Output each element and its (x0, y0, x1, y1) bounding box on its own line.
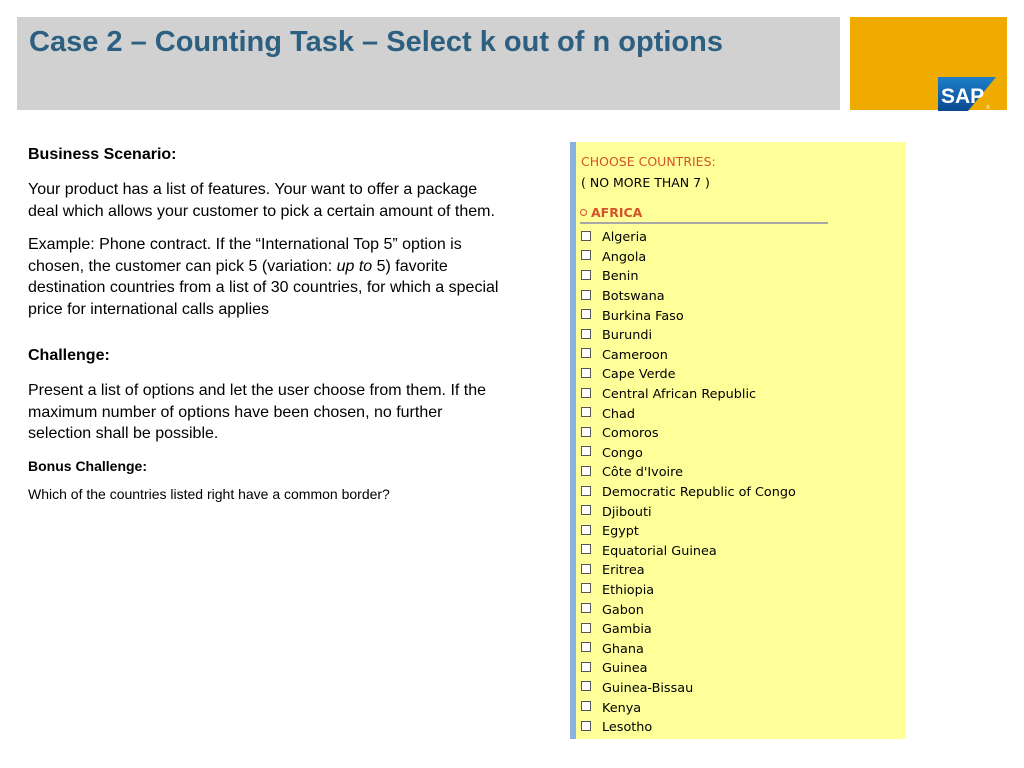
country-option[interactable] (581, 306, 796, 326)
logo-box (850, 17, 1007, 110)
country-label: Ghana (602, 641, 644, 657)
country-label: Gabon (602, 602, 644, 618)
example-italic: up to (336, 257, 373, 275)
country-label: Côte d'Ivoire (602, 465, 683, 481)
country-option[interactable] (581, 639, 796, 659)
country-option[interactable] (581, 561, 796, 581)
slide-body (28, 145, 503, 503)
example-text (28, 234, 503, 320)
country-checkbox[interactable] (581, 681, 591, 691)
country-checkbox[interactable] (581, 290, 591, 300)
country-label: Central African Republic (602, 387, 757, 403)
country-checkbox[interactable] (581, 486, 591, 496)
country-label: Eritrea (602, 563, 645, 579)
country-label: Congo (602, 445, 643, 461)
country-option[interactable] (581, 542, 796, 562)
country-label: Lesotho (602, 720, 653, 736)
country-checkbox[interactable] (581, 721, 591, 731)
sap-logo-text: SAP (941, 85, 985, 108)
country-option[interactable] (581, 424, 796, 444)
country-option[interactable] (581, 346, 796, 366)
country-checkbox[interactable] (581, 603, 591, 613)
country-option[interactable] (581, 248, 796, 268)
country-option[interactable] (581, 679, 796, 699)
scenario-heading: Business Scenario: (28, 146, 177, 163)
country-option[interactable] (581, 522, 796, 542)
bullet-icon (580, 209, 587, 216)
country-label: Egypt (602, 524, 639, 540)
sap-logo (938, 77, 996, 111)
country-checkbox[interactable] (581, 427, 591, 437)
country-option[interactable] (581, 581, 796, 601)
country-checkbox[interactable] (581, 407, 591, 417)
country-option[interactable] (581, 267, 796, 287)
country-option[interactable] (581, 287, 796, 307)
choose-countries-label: CHOOSE COUNTRIES: (581, 154, 716, 169)
country-label: Algeria (602, 230, 647, 246)
country-option[interactable] (581, 463, 796, 483)
country-checkbox[interactable] (581, 388, 591, 398)
country-label: Cape Verde (602, 367, 676, 383)
country-option[interactable] (581, 444, 796, 464)
country-checkbox[interactable] (581, 564, 591, 574)
country-checkbox[interactable] (581, 329, 591, 339)
country-option[interactable] (581, 698, 796, 718)
country-label: Burkina Faso (602, 308, 684, 324)
country-label: Guinea-Bissau (602, 680, 694, 696)
example-text-end: 5) favorite destination countries from a list of 30 countries, for which a special price for international calls applies (28, 257, 499, 318)
country-label: Kenya (602, 700, 642, 716)
country-option[interactable] (581, 365, 796, 385)
country-checkbox[interactable] (581, 368, 591, 378)
country-checkbox[interactable] (581, 231, 591, 241)
country-option[interactable] (581, 502, 796, 522)
country-checkbox[interactable] (581, 544, 591, 554)
country-label: Chad (602, 406, 636, 422)
scenario-text: Your product has a list of features. Your want to offer a package deal which allows your customer to pick a certain amount of them. (28, 181, 495, 220)
country-option[interactable] (581, 483, 796, 503)
country-checkbox[interactable] (581, 583, 591, 593)
challenge-heading: Challenge: (28, 347, 110, 364)
country-label: Guinea (602, 661, 648, 677)
country-list (581, 228, 796, 737)
challenge-text: Present a list of options and let the user choose from them. If the maximum number of options have been chosen, no further selection shall be possible. (28, 382, 487, 442)
country-checkbox[interactable] (581, 250, 591, 260)
country-label: Burundi (602, 328, 653, 344)
country-option[interactable] (581, 404, 796, 424)
country-option[interactable] (581, 659, 796, 679)
bonus-text: Which of the countries listed right have a common border? (28, 485, 390, 502)
slide-title: Case 2 – Counting Task – Select k out of n options (29, 26, 723, 58)
country-checkbox[interactable] (581, 466, 591, 476)
country-label: Angola (602, 249, 647, 265)
country-option[interactable] (581, 600, 796, 620)
region-header-africa[interactable] (580, 205, 828, 224)
example-text-start: Example: Phone contract. If the “International Top 5” option is chosen, the customer can pick 5 (variation: (28, 236, 462, 275)
country-label: Cameroon (602, 347, 668, 363)
country-checkbox[interactable] (581, 309, 591, 319)
bonus-heading: Bonus Challenge: (28, 457, 148, 474)
country-label: Gambia (602, 622, 652, 638)
svg-text:®: ® (986, 105, 990, 111)
country-label: Ethiopia (602, 582, 655, 598)
country-option[interactable] (581, 385, 796, 405)
region-label: AFRICA (591, 205, 643, 220)
country-label: Democratic Republic of Congo (602, 485, 796, 501)
country-option[interactable] (581, 718, 796, 738)
country-option[interactable] (581, 326, 796, 346)
country-label: Djibouti (602, 504, 652, 520)
country-checkbox[interactable] (581, 662, 591, 672)
country-label: Benin (602, 269, 639, 285)
country-checkbox[interactable] (581, 446, 591, 456)
country-checkbox[interactable] (581, 701, 591, 711)
country-option[interactable] (581, 620, 796, 640)
country-checkbox[interactable] (581, 348, 591, 358)
country-label: Equatorial Guinea (602, 543, 717, 559)
country-label: Comoros (602, 426, 659, 442)
selection-limit-label: ( NO MORE THAN 7 ) (581, 175, 710, 190)
country-checkbox[interactable] (581, 642, 591, 652)
country-checkbox[interactable] (581, 505, 591, 515)
country-label: Botswana (602, 289, 665, 305)
panel-header (581, 151, 716, 193)
country-checkbox[interactable] (581, 525, 591, 535)
country-option[interactable] (581, 228, 796, 248)
country-selection-panel (570, 142, 906, 739)
country-checkbox[interactable] (581, 270, 591, 280)
title-bar (17, 17, 840, 110)
country-checkbox[interactable] (581, 623, 591, 633)
